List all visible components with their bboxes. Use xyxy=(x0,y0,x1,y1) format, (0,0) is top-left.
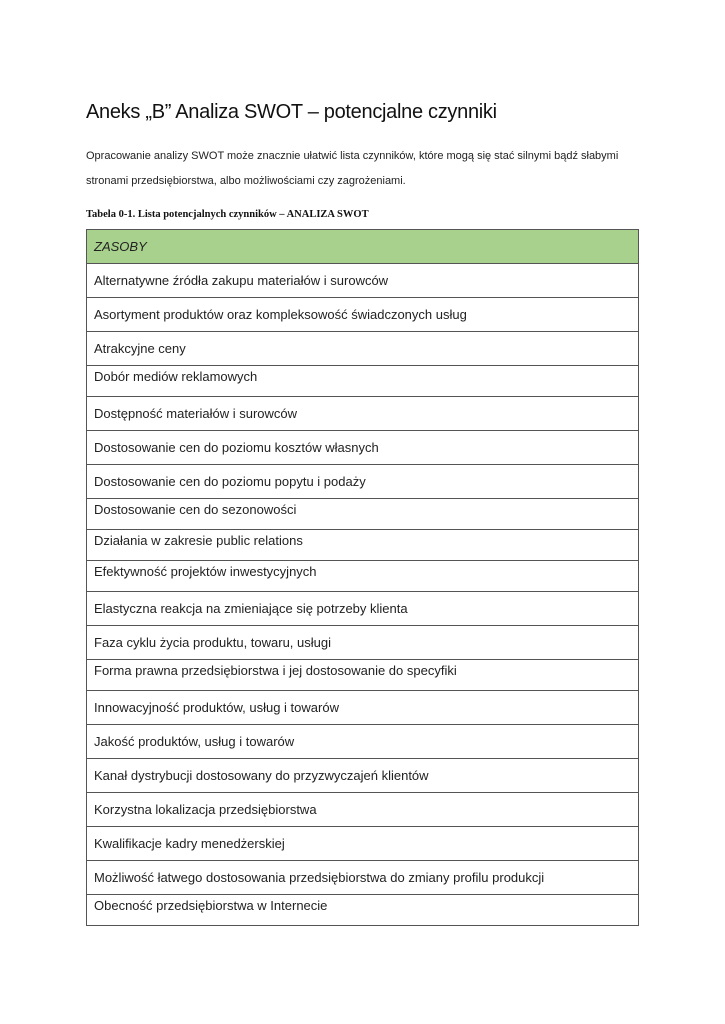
table-cell: Dostosowanie cen do poziomu popytu i podaży xyxy=(87,465,639,499)
table-row xyxy=(87,827,639,861)
intro-paragraph: Opracowanie analizy SWOT może znacznie ułatwić lista czynników, które mogą się stać silnymi bądź słabymi stronami przedsiębiorstwa, albo możliwościami czy zagrożeniami. xyxy=(86,150,619,187)
table-row xyxy=(87,895,639,926)
table-header-row xyxy=(87,230,639,264)
table-row xyxy=(87,861,639,895)
table-row xyxy=(87,592,639,626)
table-cell: Dostosowanie cen do poziomu kosztów własnych xyxy=(87,431,639,465)
table-cell: Atrakcyjne ceny xyxy=(87,332,639,366)
table-cell: Dostępność materiałów i surowców xyxy=(87,397,639,431)
table-cell: Forma prawna przedsiębiorstwa i jej dostosowanie do specyfiki xyxy=(87,660,639,691)
table-cell: Działania w zakresie public relations xyxy=(87,530,639,561)
table-cell: Dobór mediów reklamowych xyxy=(87,366,639,397)
table-row xyxy=(87,499,639,530)
table-row xyxy=(87,660,639,691)
table-cell: Elastyczna reakcja na zmieniające się potrzeby klienta xyxy=(87,592,639,626)
table-row xyxy=(87,264,639,298)
table-cell: Kanał dystrybucji dostosowany do przyzwyczajeń klientów xyxy=(87,759,639,793)
table-cell: Efektywność projektów inwestycyjnych xyxy=(87,561,639,592)
table-cell: Alternatywne źródła zakupu materiałów i surowców xyxy=(87,264,639,298)
table-row xyxy=(87,530,639,561)
table-cell: Kwalifikacje kadry menedżerskiej xyxy=(87,827,639,861)
table-row xyxy=(87,366,639,397)
table-row xyxy=(87,561,639,592)
table-cell: Innowacyjność produktów, usług i towarów xyxy=(87,691,639,725)
table-row xyxy=(87,759,639,793)
table-row xyxy=(87,626,639,660)
table-cell: Obecność przedsiębiorstwa w Internecie xyxy=(87,895,639,926)
table-cell: Jakość produktów, usług i towarów xyxy=(87,725,639,759)
table-row xyxy=(87,793,639,827)
table-row xyxy=(87,431,639,465)
table-header-cell: ZASOBY xyxy=(87,230,639,264)
table-caption: Tabela 0-1. Lista potencjalnych czynników – ANALIZA SWOT xyxy=(86,209,369,220)
table-row xyxy=(87,465,639,499)
table-cell: Dostosowanie cen do sezonowości xyxy=(87,499,639,530)
table-cell: Możliwość łatwego dostosowania przedsiębiorstwa do zmiany profilu produkcji xyxy=(87,861,639,895)
table-row xyxy=(87,332,639,366)
table-row xyxy=(87,725,639,759)
table-row xyxy=(87,397,639,431)
page-title: Aneks „B” Analiza SWOT – potencjalne czynniki xyxy=(86,101,497,123)
table-cell: Korzystna lokalizacja przedsiębiorstwa xyxy=(87,793,639,827)
table-cell: Faza cyklu życia produktu, towaru, usługi xyxy=(87,626,639,660)
table-cell: Asortyment produktów oraz kompleksowość świadczonych usług xyxy=(87,298,639,332)
swot-factors-table xyxy=(86,229,639,926)
table-row xyxy=(87,691,639,725)
table-row xyxy=(87,298,639,332)
